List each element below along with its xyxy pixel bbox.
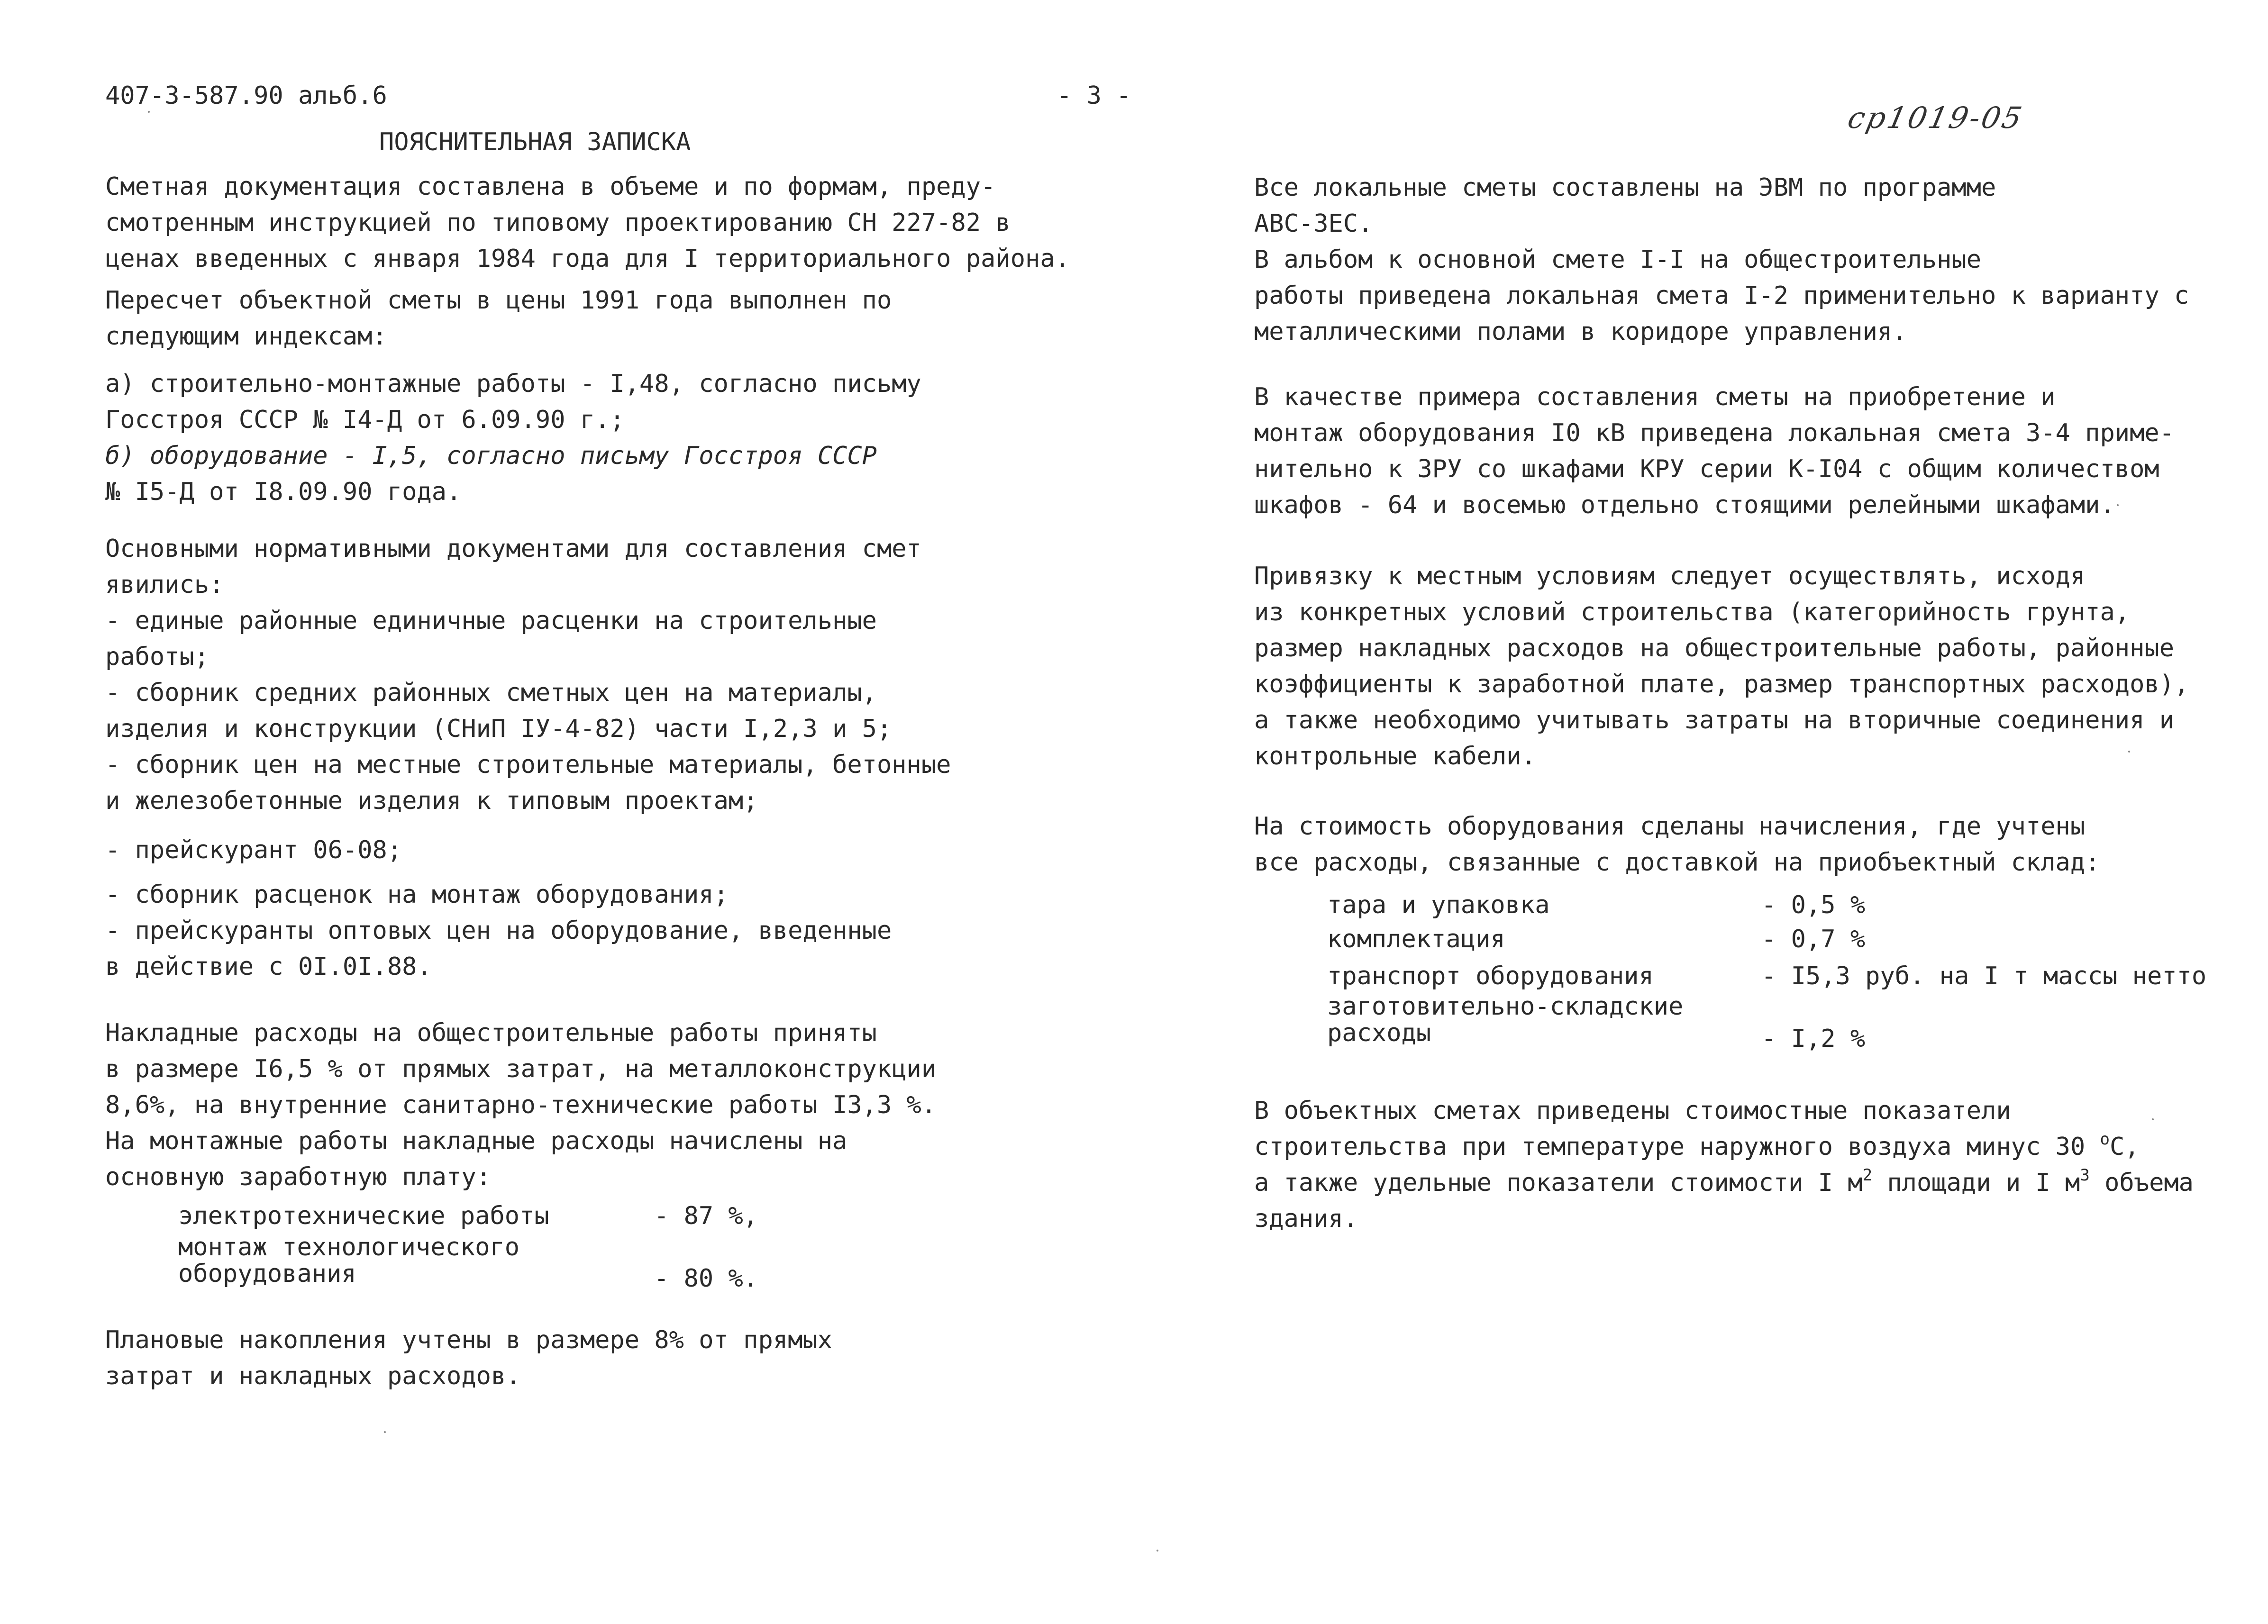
charge-name-completion: комплектация — [1327, 925, 1505, 953]
right-paragraph-5: В объектных сметах приведены стоимостные показатели строительства при температуре наружного воздуха минус 30 $^о$С, а также удельные показатели стоимости I $м^2$ площади и I $м^3$ объема здания. — [1254, 1097, 2194, 1233]
left-paragraph-1: Сметная документация составлена в объеме и по формам, преду- смотренным инструкцией по типовому проектированию СН 227-82 в ценах введенных с января 1984 года для I территориального района. — [105, 172, 1070, 273]
scan-speck — [1157, 1550, 1158, 1551]
charge-value-transport: - I5,3 руб. на I т массы нетто — [1761, 962, 2207, 990]
charge-name-warehouse: заготовительно-складские расходы — [1327, 992, 1684, 1047]
rate-name-electrical: электротехнические работы — [178, 1202, 549, 1230]
charge-value-completion: - 0,7 % — [1761, 925, 1866, 953]
left-paragraph-8: Плановые накопления учтены в размере 8% от прямых затрат и накладных расходов. — [105, 1326, 833, 1390]
charge-name-packaging: тара и упаковка — [1327, 891, 1550, 919]
document-code: 407-3-587.90 альб.6 — [105, 82, 387, 110]
rate-name-equipment: монтаж технологического оборудования — [178, 1233, 520, 1288]
scan-speck — [148, 111, 150, 113]
scan-speck — [2152, 1118, 2154, 1120]
right-paragraph-4: На стоимость оборудования сделаны начисления, где учтены все расходы, связанные с доставкой на приобъектный склад: — [1254, 812, 2100, 877]
scan-speck — [2117, 504, 2119, 506]
scan-speck — [384, 1431, 386, 1433]
left-paragraph-3: а) строительно-монтажные работы - I,48, согласно письму Госстроя СССР № I4-Д от 6.09.90 г.; б) оборудование - I,5, согласно письму Госстроя СССР № I5-Д от I8.09.90 года. — [105, 370, 921, 506]
right-paragraph-1: Все локальные сметы составлены на ЭВМ по программе АВС-3ЕС. В альбом к основной смете I-I на общестроительные работы приведена локальная смета I-2 применительно к варианту с металлическими полами в коридоре управления. — [1254, 173, 2189, 346]
charge-value-warehouse: - I,2 % — [1761, 1025, 1866, 1053]
right-paragraph-3: Привязку к местным условиям следует осуществлять, исходя из конкретных условий строительства (категорийность грунта, размер накладных расходов на общестроительные работы, районные коэффициенты к заработной плате, размер транспортных расходов), а также необходимо учитывать затраты на вторичные соединения и контрольные кабели. — [1254, 562, 2189, 771]
charge-value-packaging: - 0,5 % — [1761, 891, 1866, 919]
charge-name-transport: транспорт оборудования — [1327, 962, 1654, 990]
left-paragraph-5: - прейскурант 06-08; — [105, 836, 402, 864]
left-paragraph-6: - сборник расценок на монтаж оборудования; - прейскуранты оптовых цен на оборудование, введенные в действие с 0I.0I.88. — [105, 880, 892, 981]
page-title: ПОЯСНИТЕЛЬНАЯ ЗАПИСКА — [379, 128, 691, 156]
scan-speck — [2128, 751, 2130, 753]
left-paragraph-7: Накладные расходы на общестроительные работы приняты в размере I6,5 % от прямых затрат, на металлоконструкции 8,6%, на внутренние санитарно-технические работы I3,3 %. На монтажные работы накладные расходы начислены на основную заработную плату: — [105, 1019, 937, 1191]
right-paragraph-2: В качестве примера составления сметы на приобретение и монтаж оборудования I0 кВ приведена локальная смета 3-4 приме- нительно к ЗРУ со шкафами КРУ серии К-I04 с общим количеством шкафов - 64 и восемью отдельно стоящими релейными шкафами. — [1254, 383, 2175, 519]
handwritten-code: ср1019-05 — [1845, 100, 2027, 135]
rate-value-electrical: - 87 %, — [654, 1202, 758, 1230]
rate-value-equipment: - 80 %. — [654, 1264, 758, 1293]
left-paragraph-4: Основными нормативными документами для составления смет явились: - единые районные единичные расценки на строительные работы; - сборник средних районных сметных цен на материалы, изделия и конструкции (СНиП IУ-4-82) части I,2,3 и 5; - сборник цен на местные строительные материалы, бетонные и железобетонные изделия к типовым проектам; — [105, 535, 951, 815]
left-paragraph-2: Пересчет объектной сметы в цены 1991 года выполнен по следующим индексам: — [105, 286, 892, 351]
page-number: - 3 - — [1057, 82, 1131, 110]
